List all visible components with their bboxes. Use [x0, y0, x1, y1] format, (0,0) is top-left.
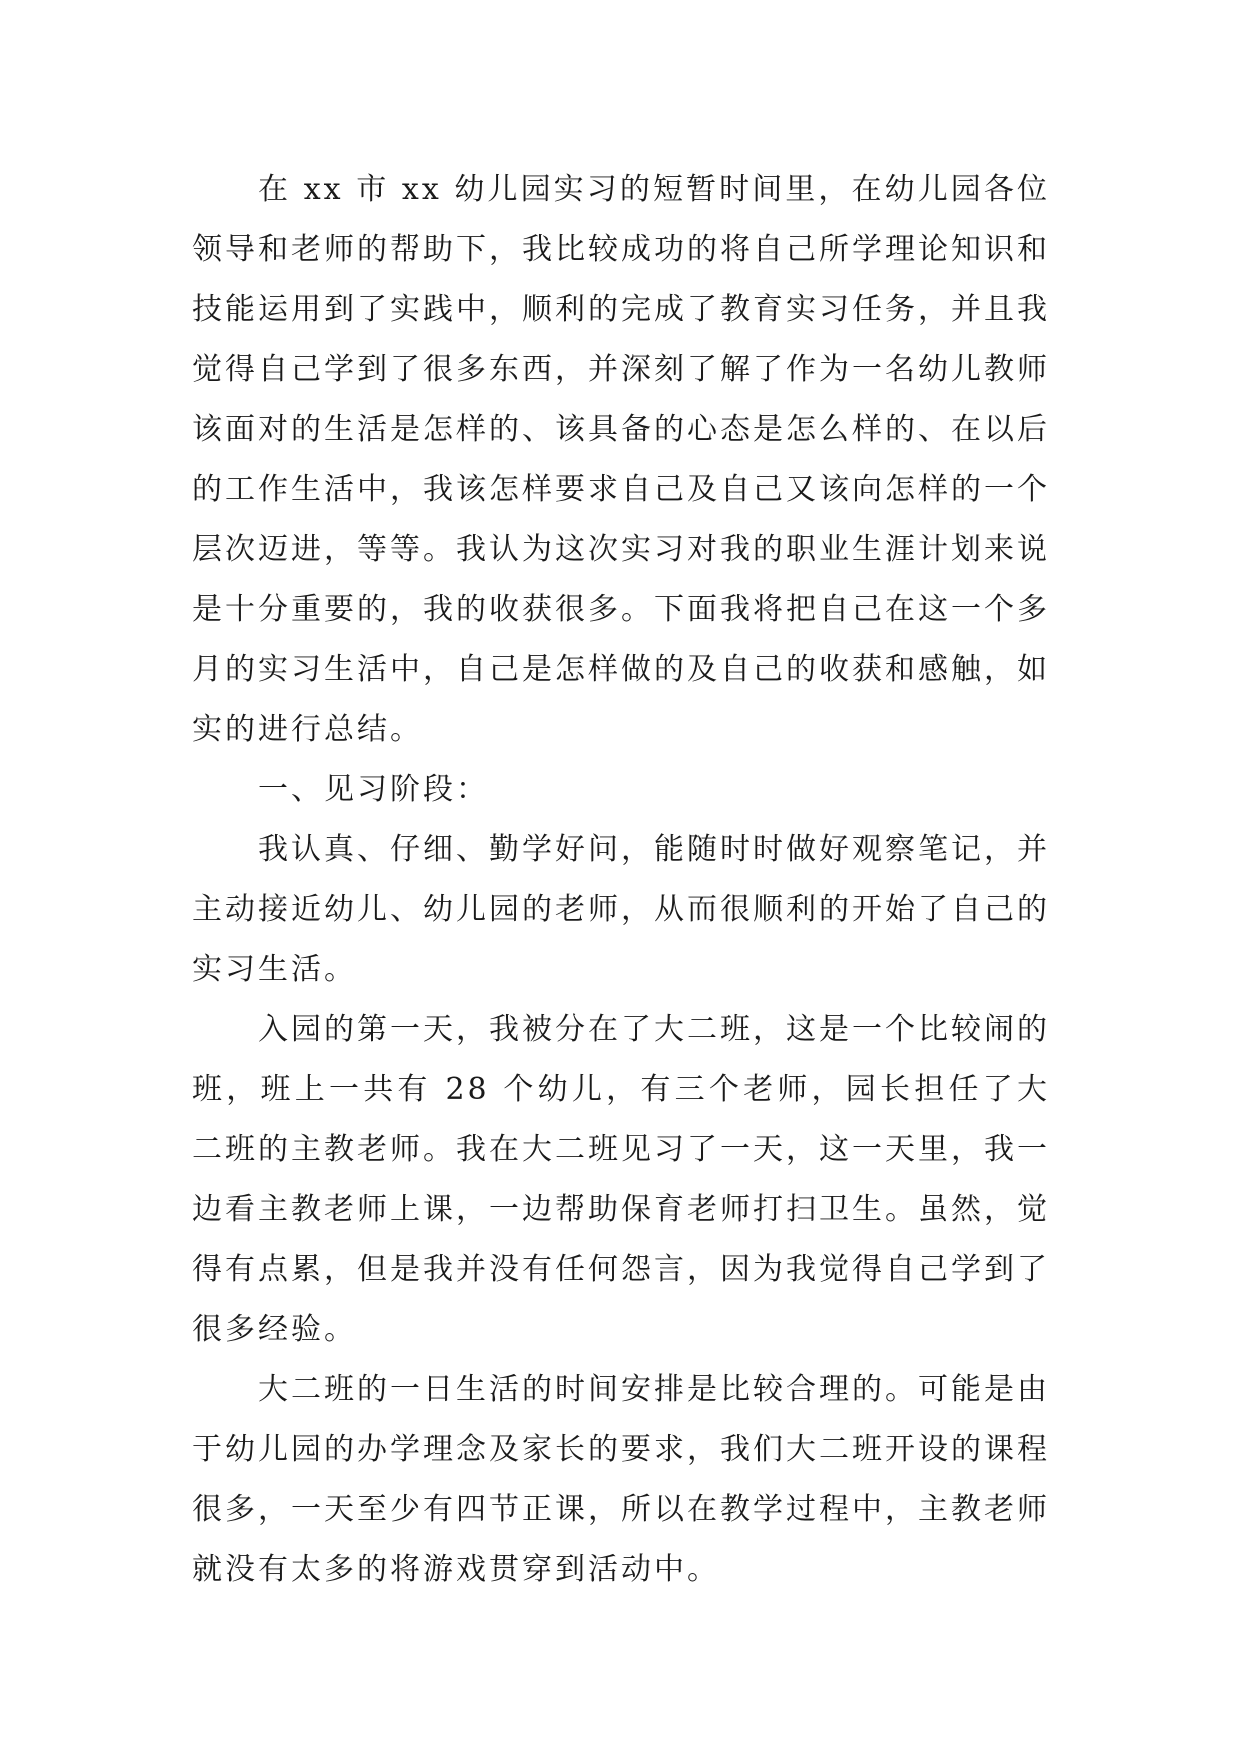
paragraph-daily-schedule: 大二班的一日生活的时间安排是比较合理的。可能是由于幼儿园的办学理念及家长的要求，我们大二班开设的课程很多，一天至少有四节正课，所以在教学过程中，主教老师就没有太多的将游戏贯穿到活动中。: [192, 1372, 1050, 1587]
paragraph-first-day: 入园的第一天，我被分在了大二班，这是一个比较闹的班，班上一共有 28 个幼儿，有三个老师，园长担任了大二班的主教老师。我在大二班见习了一天，这一天里，我一边看主教老师上课，一边帮助保育老师打扫卫生。虽然，觉得有点累，但是我并没有任何怨言，因为我觉得自己学到了很多经验。: [192, 1012, 1050, 1347]
paragraph-intro: 在 xx 市 xx 幼儿园实习的短暂时间里，在幼儿园各位领导和老师的帮助下，我比较成功的将自己所学理论知识和技能运用到了实践中，顺利的完成了教育实习任务，并且我觉得自己学到了很多东西，并深刻了解了作为一名幼儿教师该面对的生活是怎样的、该具备的心态是怎么样的、在以后的工作生活中，我该怎样要求自己及自己又该向怎样的一个层次迈进，等等。我认为这次实习对我的职业生涯计划来说是十分重要的，我的收获很多。下面我将把自己在这一个多月的实习生活中，自己是怎样做的及自己的收获和感触，如实的进行总结。: [192, 172, 1050, 747]
paragraph-attitude: 我认真、仔细、勤学好问，能随时时做好观察笔记，并主动接近幼儿、幼儿园的老师，从而很顺利的开始了自己的实习生活。: [192, 832, 1050, 987]
document-body: [192, 160, 1050, 1600]
section-heading-observation-stage: 一、见习阶段：: [258, 772, 489, 807]
